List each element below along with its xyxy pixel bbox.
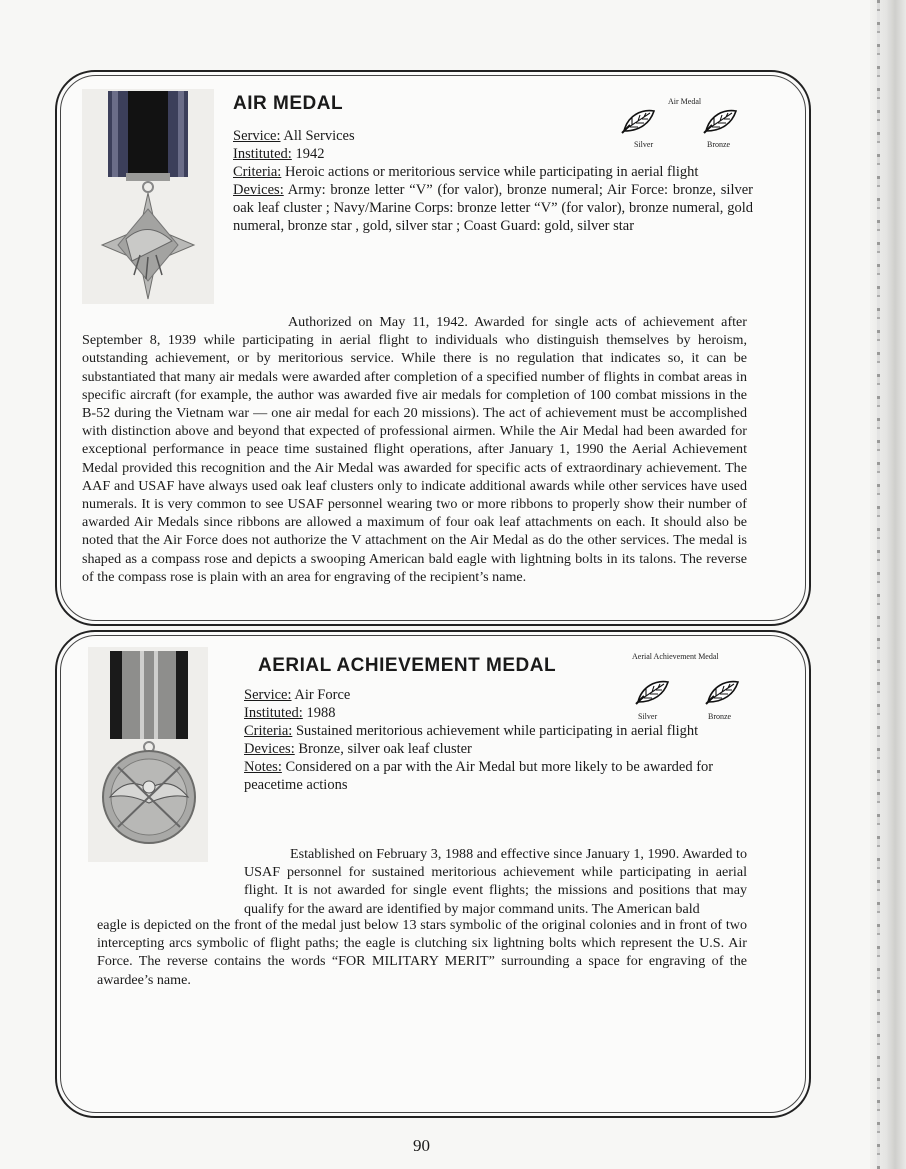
section-title: AERIAL ACHIEVEMENT MEDAL <box>258 655 557 676</box>
book-binding-shadow <box>870 0 906 1169</box>
criteria-label: Criteria: <box>244 723 293 739</box>
devices-line <box>244 740 744 758</box>
ribbon-label: Aerial Achievement Medal <box>632 652 719 661</box>
service-label: Service: <box>244 687 292 703</box>
air-medal-facts <box>233 127 753 235</box>
instituted-label: Instituted: <box>233 146 292 162</box>
page-edge <box>877 0 880 1169</box>
devices-value: Army: bronze letter “V” (for valor), bronze numeral; Air Force: bronze, silver oak leaf cluster ; Navy/Marine Corps: bronze letter “V” (for valor), bronze numeral, gold numeral, bronze star , gold, silver star ; Coast Guard: gold, silver star <box>233 182 753 234</box>
criteria-line <box>244 722 744 740</box>
service-label: Service: <box>233 128 281 144</box>
instituted-label: Instituted: <box>244 705 303 721</box>
aerial-achievement-description-part1: Established on February 3, 1988 and effective since January 1, 1990. Awarded to USAF personnel for sustained meritorious achievement while participating in aerial flight. It is not awarded for single event flights; the missions and positions that may qualify for the award are identified by major command units. The American bald <box>244 846 747 917</box>
air-medal-description: Authorized on May 11, 1942. Awarded for single acts of achievement after September 8, 1939 while participating in aerial flight to individuals who distinguish themselves by heroism, outstanding achievement, or by meritorious service. While there is no regulation that indicates so, it can be substantiated that many air medals were awarded after completion of a specified number of flights in combat areas in specific aircraft (for example, the author was awarded five air medals for completion of 100 combat missions in the B-52 during the Vietnam war — one air medal for each 20 missions). The act of achievement must be accomplished with distinction above and beyond that expected of professional airmen. While the Air Medal had been awarded for exceptional performance in peace time sustained flight operations, after January 1, 1990 the Aerial Achievement Medal provided this recognition and the Air Medal was awarded for specific acts of extraordinary achievement. The AAF and USAF have always used oak leaf clusters only to indicate additional awards while other services have used numerals. It is very common to see USAF personnel wearing two or more ribbons to properly show their number of awarded Air Medals since ribbons are allowed a maximum of four oak leaf attachments on each. It should also be noted that the Air Force does not authorize the V attachment on the Air Medal as do the other services. The medal is shaped as a compass rose and depicts a swooping American bald eagle with lightning bolts in its talons. The reverse of the compass rose is plain with an area for engraving of the recipient’s name. <box>82 314 747 585</box>
instituted-value: 1942 <box>295 146 325 162</box>
notes-value: Considered on a par with the Air Medal but more likely to be awarded for peacetime actions <box>244 759 714 793</box>
service-value: Air Force <box>294 687 351 703</box>
page-number: 90 <box>413 1136 430 1155</box>
instituted-line <box>233 145 753 163</box>
criteria-value: Sustained meritorious achievement while participating in aerial flight <box>295 723 699 739</box>
service-line <box>244 686 744 704</box>
aerial-achievement-description-part2: eagle is depicted on the front of the medal just below 13 stars symbolic of the original colonies and in front of two intercepting arcs symbolic of flight paths; the eagle is clutching six lightning bolts which represent the U.S. Air Force. The reverse contains the words “FOR MILITARY MERIT” surrounding a space for engraving of the awardee’s name. <box>97 917 747 988</box>
criteria-label: Criteria: <box>233 164 282 180</box>
device-label-bronze: Bronze <box>708 712 732 721</box>
device-label-silver: Silver <box>634 140 654 149</box>
device-label-silver: Silver <box>638 712 658 721</box>
aerial-achievement-facts <box>244 686 744 794</box>
notes-line <box>244 758 724 794</box>
service-line <box>233 127 753 145</box>
devices-label: Devices: <box>244 741 295 757</box>
aerial-achievement-medal-photo <box>88 647 208 862</box>
section-title: AIR MEDAL <box>233 93 344 114</box>
device-label-bronze: Bronze <box>707 140 731 149</box>
devices-label: Devices: <box>233 182 284 198</box>
notes-label: Notes: <box>244 759 282 775</box>
criteria-line <box>233 163 753 181</box>
criteria-value: Heroic actions or meritorious service while participating in aerial flight <box>284 164 699 180</box>
ribbon-label: Air Medal <box>668 97 702 106</box>
service-value: All Services <box>283 128 355 144</box>
instituted-line <box>244 704 744 722</box>
devices-value: Bronze, silver oak leaf cluster <box>298 741 472 757</box>
devices-line <box>233 181 753 235</box>
air-medal-photo <box>82 89 214 304</box>
instituted-value: 1988 <box>306 705 336 721</box>
